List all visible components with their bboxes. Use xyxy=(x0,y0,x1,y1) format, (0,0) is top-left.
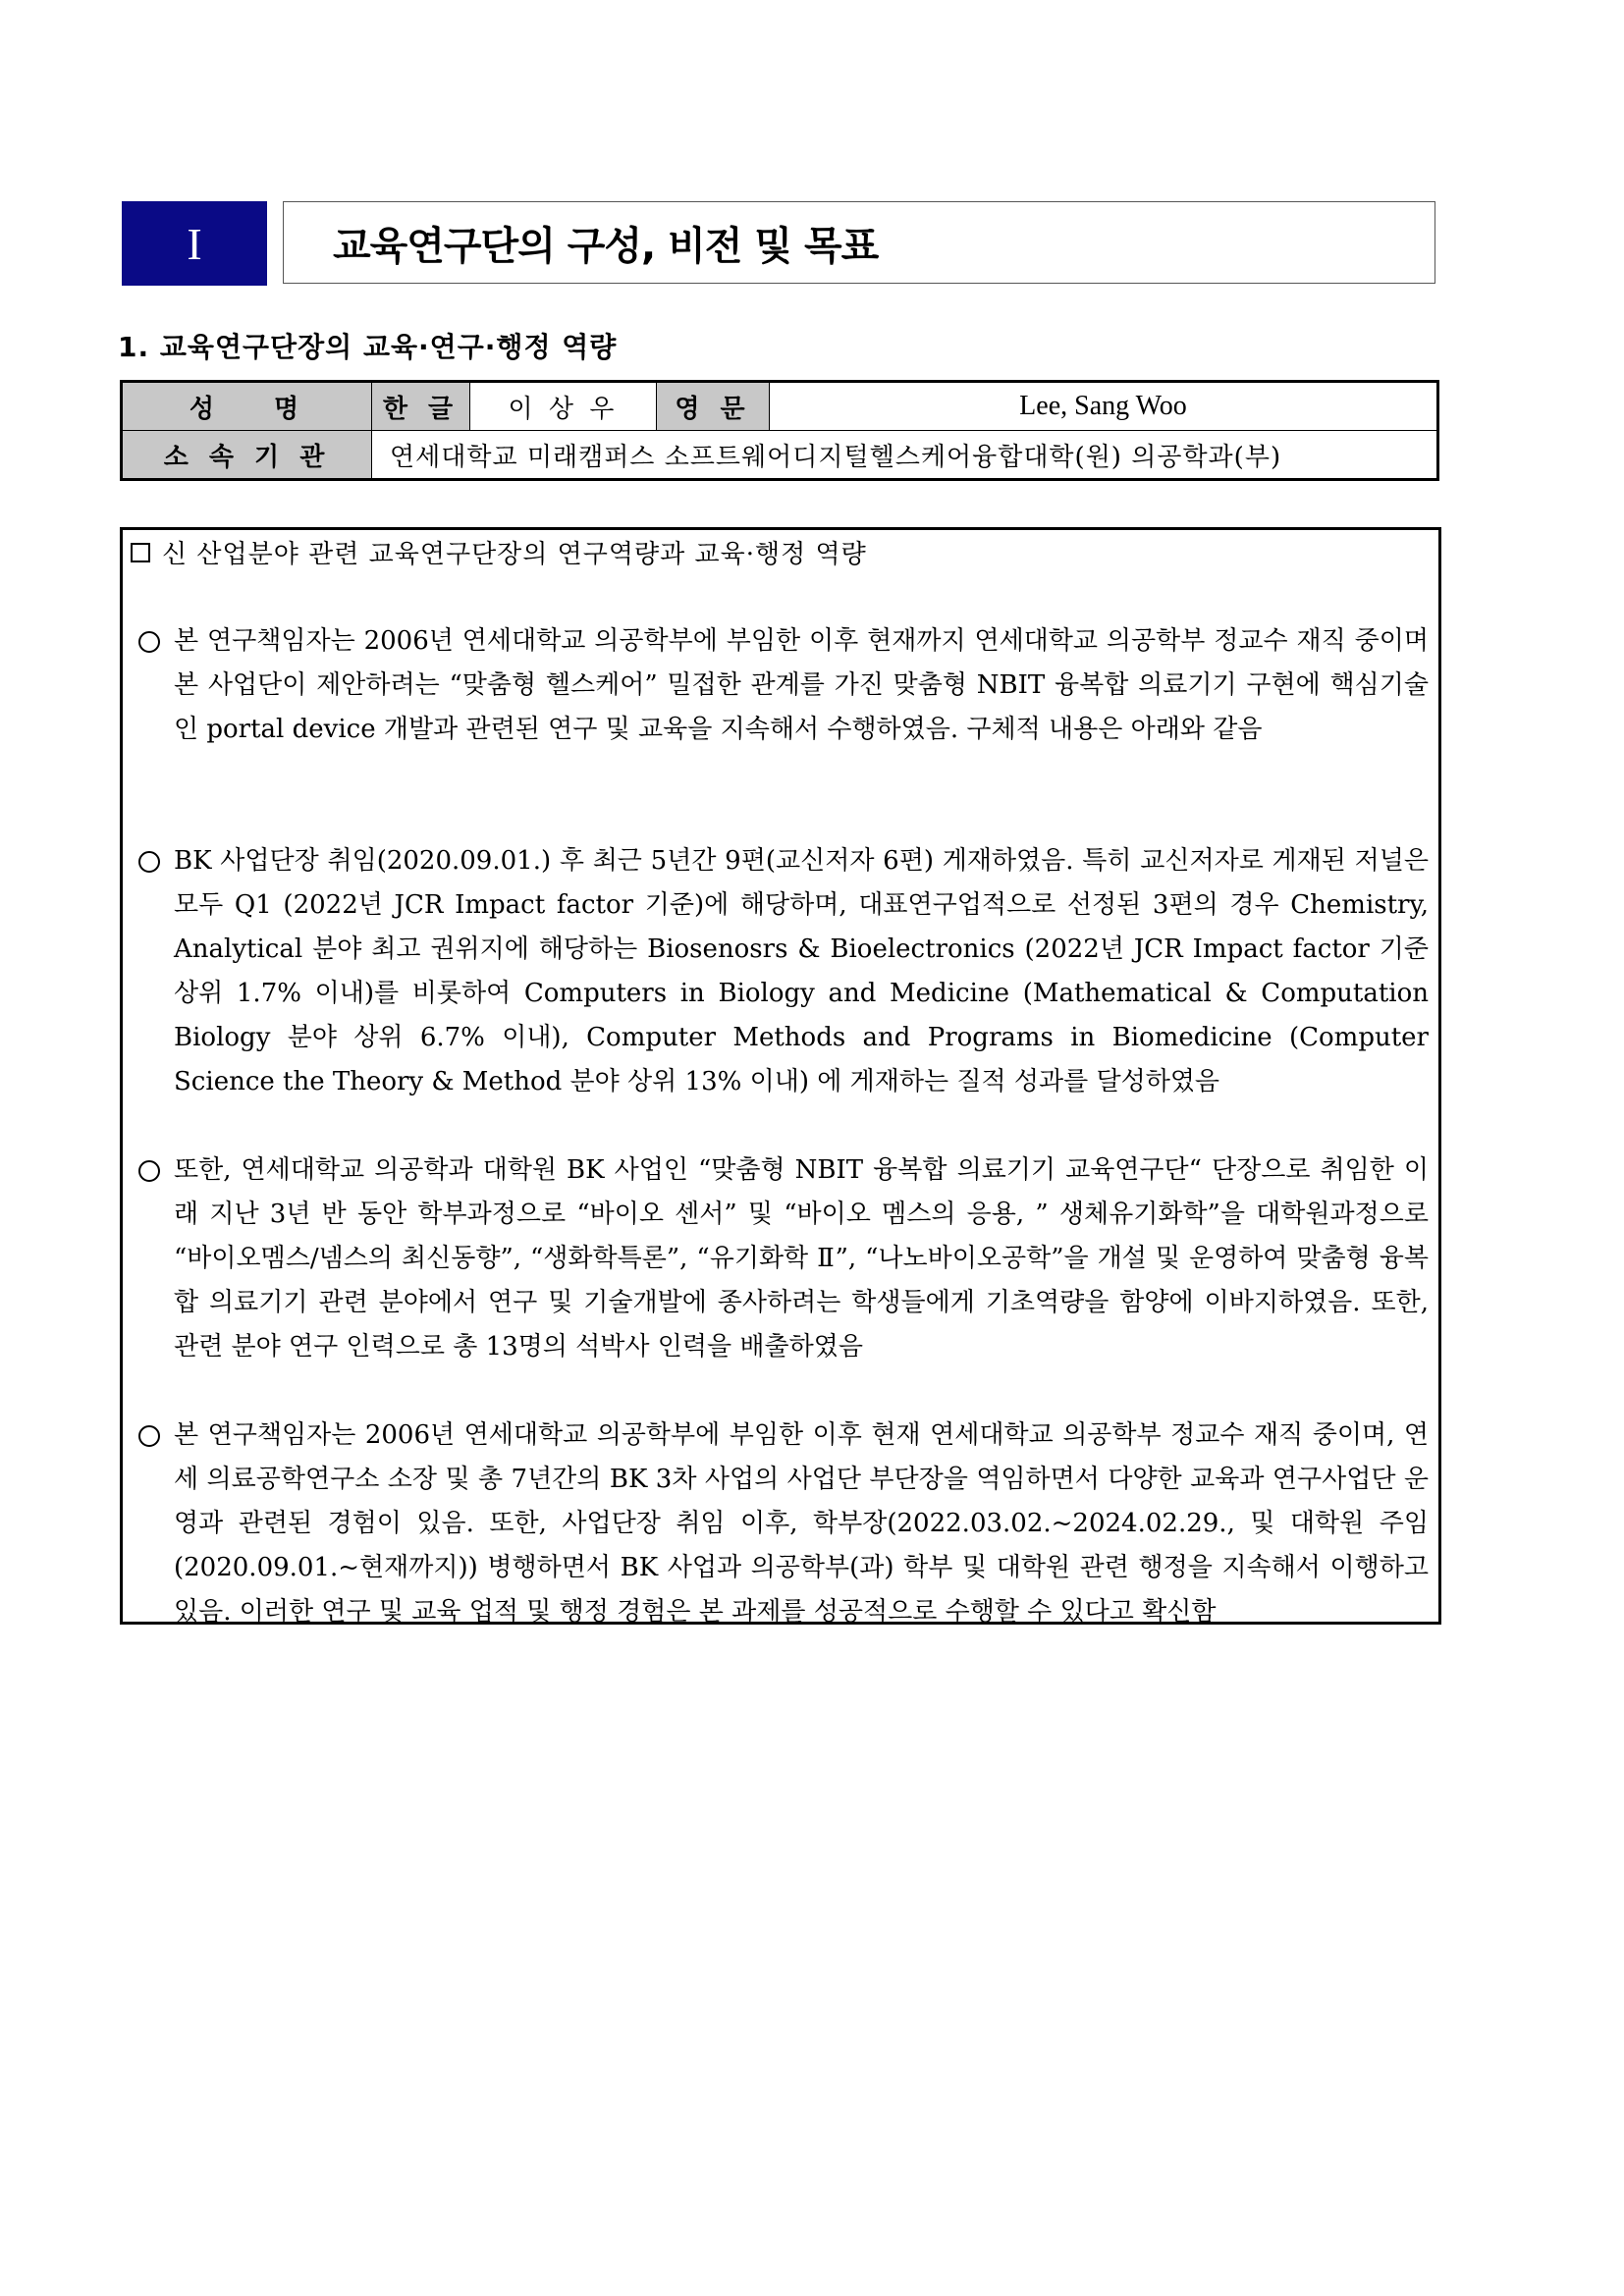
subheading: 1. 교육연구단장의 교육·연구·행정 역량 xyxy=(118,331,618,363)
english-name: Lee, Sang Woo xyxy=(770,382,1438,431)
paragraph-1 xyxy=(138,619,1429,752)
section-number: I xyxy=(187,218,202,269)
box-heading xyxy=(131,534,867,570)
section-header xyxy=(122,201,1437,288)
paragraph-text: 본 연구책임자는 2006년 연세대학교 의공학부에 부임한 이후 현재까지 연세대학교 의공학부 정교수 재직 중이며 본 사업단이 제안하려는 “맞춤형 헬스케어” 밀접한 관계를 가진 맞춤형 NBIT 융복합 의료기기 구현에 핵심기술인 portal device 개발과 관련된 연구 및 교육을 지속해서 수행하였음. 구체적 내용은 아래와 같음 xyxy=(174,626,1429,744)
bullet-circle-icon xyxy=(138,1414,168,1462)
section-title: 교육연구단의 구성, 비전 및 목표 xyxy=(333,223,879,269)
section-number-box xyxy=(122,201,267,286)
table-row xyxy=(122,431,1438,480)
paragraph-text: 또한, 연세대학교 의공학과 대학원 BK 사업인 “맞춤형 NBIT 융복합 의료기기 교육연구단“ 단장으로 취임한 이래 지난 3년 반 동안 학부과정으로 “바이오 센서” 및 “바이오 멤스의 응용, ” 생체유기화학”을 대학원과정으로 “바이오멤스/넴스의 최신동향”, “생화학특론”, “유기화학 Ⅱ”, “나노바이오공학”을 개설 및 운영하여 맞춤형 융복합 의료기기 관련 분야에서 연구 및 기술개발에 종사하려는 학생들에게 기초역량을 함양에 이바지하였음. 또한, 관련 분야 연구 인력으로 총 13명의 석박사 인력을 배출하였음 xyxy=(174,1155,1429,1362)
bullet-circle-icon xyxy=(138,839,168,887)
bullet-circle-icon xyxy=(138,1148,168,1197)
box-heading-text: 신 산업분야 관련 교육연구단장의 연구역량과 교육·행정 역량 xyxy=(162,540,867,569)
english-label: 영 문 xyxy=(657,382,770,431)
korean-name: 이 상 우 xyxy=(470,382,657,431)
paragraph-4 xyxy=(138,1414,1429,1634)
paragraph-text: BK 사업단장 취임(2020.09.01.) 후 최근 5년간 9편(교신저자 6편) 게재하였음. 특히 교신저자로 게재된 저널은 모두 Q1 (2022년 JCR Impact factor 기준)에 해당하며, 대표연구업적으로 선정된 3편의 경우 Chemistry, Analytical 분야 최고 권위지에 해당하는 Biosenosrs & Bioelectronics (2022년 JCR Impact factor 기준 상위 1.7% 이내)를 비롯하여 Computers in Biology and Medicine (Mathematical & Computation Biology 분야 상위 6.7% 이내), Computer Methods and Programs in Biomedicine (Computer Science the Theory & Method 분야 상위 13% 이내) 에 게재하는 질적 성과를 달성하였음 xyxy=(174,846,1429,1096)
affiliation-label: 소 속 기 관 xyxy=(122,431,372,480)
paragraph-text: 본 연구책임자는 2006년 연세대학교 의공학부에 부임한 이후 현재 연세대학교 의공학부 정교수 재직 중이며, 연세 의료공학연구소 소장 및 총 7년간의 BK 3차 사업의 사업단 부단장을 역임하면서 다양한 교육과 연구사업단 운영과 관련된 경험이 있음. 또한, 사업단장 취임 이후, 학부장(2022.03.02.~2024.02.29., 및 대학원 주임 (2020.09.01.~현재까지)) 병행하면서 BK 사업과 의공학부(과) 학부 및 대학원 관련 행정을 지속해서 이행하고 있음. 이러한 연구 및 교육 업적 및 행정 경험은 본 과제를 성공적으로 수행할 수 있다고 확신함 xyxy=(174,1420,1429,1627)
capability-box xyxy=(120,527,1441,1625)
affiliation-value: 연세대학교 미래캠퍼스 소프트웨어디지털헬스케어융합대학(원) 의공학과(부) xyxy=(372,431,1438,480)
bullet-circle-icon xyxy=(138,619,168,667)
director-info-table xyxy=(120,380,1439,481)
section-title-box xyxy=(283,201,1435,284)
table-row xyxy=(122,382,1438,431)
paragraph-3 xyxy=(138,1148,1429,1369)
korean-label: 한 글 xyxy=(372,382,470,431)
paragraph-2 xyxy=(138,839,1429,1104)
name-label: 성 명 xyxy=(122,382,372,431)
checkbox-icon xyxy=(131,543,150,562)
